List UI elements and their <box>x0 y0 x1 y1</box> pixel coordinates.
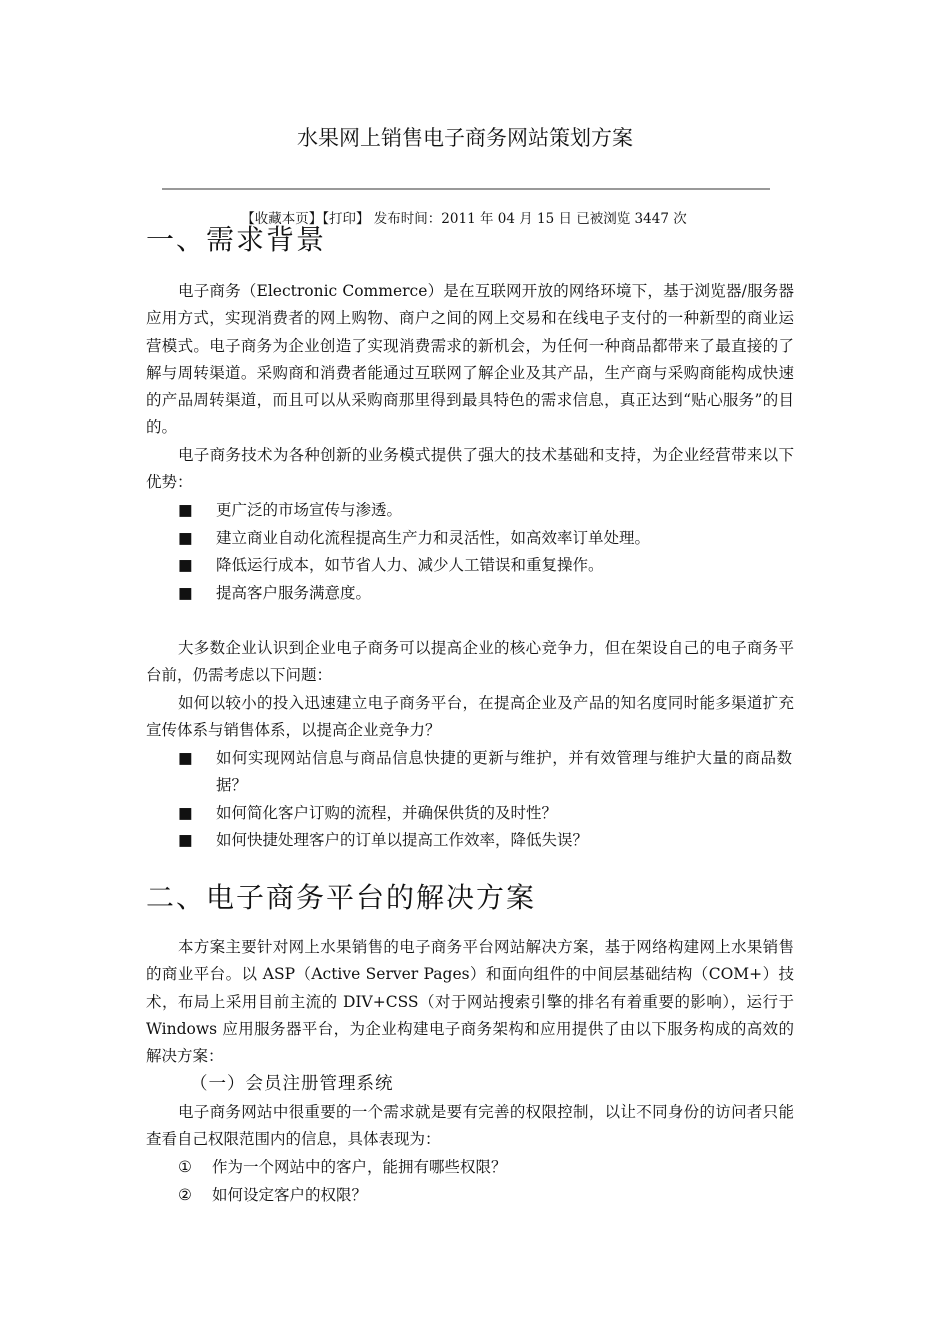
subsection-heading-member-system: （一）会员注册管理系统 <box>190 1074 394 1094</box>
section-heading-solution: 二、电子商务平台的解决方案 <box>146 881 537 914</box>
list-item <box>178 745 792 800</box>
bullet-square-icon: ■ <box>178 501 193 519</box>
page-title: 水果网上销售电子商务网站策划方案 <box>297 126 633 150</box>
list-item-text: 如何设定客户的权限？ <box>212 1186 368 1204</box>
publish-meta: 【收藏本页】【打印】 发布时间：2011 年 04 月 15 日 已被浏览 3447 次 <box>241 211 687 227</box>
paragraph-considerations: 大多数企业认识到企业电子商务可以提高企业的核心竞争力，但在架设自己的电子商务平台前，仍需考虑以下问题： <box>146 639 794 685</box>
list-item-text: 提高客户服务满意度。 <box>216 584 372 602</box>
list-item <box>178 552 604 579</box>
paragraph-permissions: 电子商务网站中很重要的一个需求就是要有完善的权限控制，以让不同身份的访问者只能查看自己权限范围内的信息，具体表现为： <box>146 1103 794 1149</box>
bullet-square-icon: ■ <box>178 529 193 547</box>
list-item <box>178 497 402 524</box>
list-item-text: 如何快捷处理客户的订单以提高工作效率，降低失误？ <box>216 831 589 849</box>
list-item <box>178 800 557 827</box>
paragraph-question: 如何以较小的投入迅速建立电子商务平台，在提高企业及产品的知名度同时能多渠道扩充宣传体系与销售体系，以提高企业竞争力？ <box>146 694 794 740</box>
list-item-text: 更广泛的市场宣传与渗透。 <box>216 501 403 519</box>
bullet-square-icon: ■ <box>178 804 193 822</box>
list-item-text: 如何简化客户订购的流程，并确保供货的及时性？ <box>216 804 558 822</box>
circled-number: ② <box>178 1186 192 1204</box>
list-item <box>178 525 650 552</box>
title-divider <box>162 188 770 190</box>
bullet-square-icon: ■ <box>178 584 193 602</box>
list-item-text: 建立商业自动化流程提高生产力和灵活性，如高效率订单处理。 <box>216 529 651 547</box>
list-item <box>178 1154 507 1181</box>
paragraph-ecommerce-intro: 电子商务（Electronic Commerce）是在互联网开放的网络环境下，基于浏览器/服务器应用方式，实现消费者的网上购物、商户之间的网上交易和在线电子支付的一种新型的商业运营模式。电子商务为企业创造了实现消费需求的新机会，为任何一种商品都带来了最直接的了解与周转渠道。采购商和消费者能通过互联网了解企业及其产品，生产商与采购商能构成快速的产品周转渠道，而且可以从采购商那里得到最具特色的需求信息，真正达到“贴心服务”的目的。 <box>146 282 794 437</box>
list-item <box>178 580 371 607</box>
list-item-text: 作为一个网站中的客户，能拥有哪些权限？ <box>212 1158 507 1176</box>
paragraph-solution-overview: 本方案主要针对网上水果销售的电子商务平台网站解决方案，基于网络构建网上水果销售的商业平台。以 ASP（Active Server Pages）和面向组件的中间层基础结构（COM+）技术，布局上采用目前主流的 DIV+CSS（对于网站搜索引擎的排名有着重要的影响），运行于 Windows 应用服务器平台，为企业构建电子商务架构和应用提供了由以下服务构成的高效的解决方案： <box>146 938 794 1066</box>
bullet-square-icon: ■ <box>178 749 193 767</box>
section-heading-background: 一、需求背景 <box>146 223 327 256</box>
bullet-square-icon: ■ <box>178 831 193 849</box>
bullet-square-icon: ■ <box>178 556 193 574</box>
circled-number: ① <box>178 1158 192 1176</box>
list-item-text: 如何实现网站信息与商品信息快捷的更新与维护，并有效管理与维护大量的商品数据？ <box>216 749 792 795</box>
list-item <box>178 827 588 854</box>
list-item <box>178 1182 367 1209</box>
list-item-text: 降低运行成本，如节省人力、减少人工错误和重复操作。 <box>216 556 604 574</box>
paragraph-advantages-intro: 电子商务技术为各种创新的业务模式提供了强大的技术基础和支持，为企业经营带来以下优势： <box>146 446 794 492</box>
